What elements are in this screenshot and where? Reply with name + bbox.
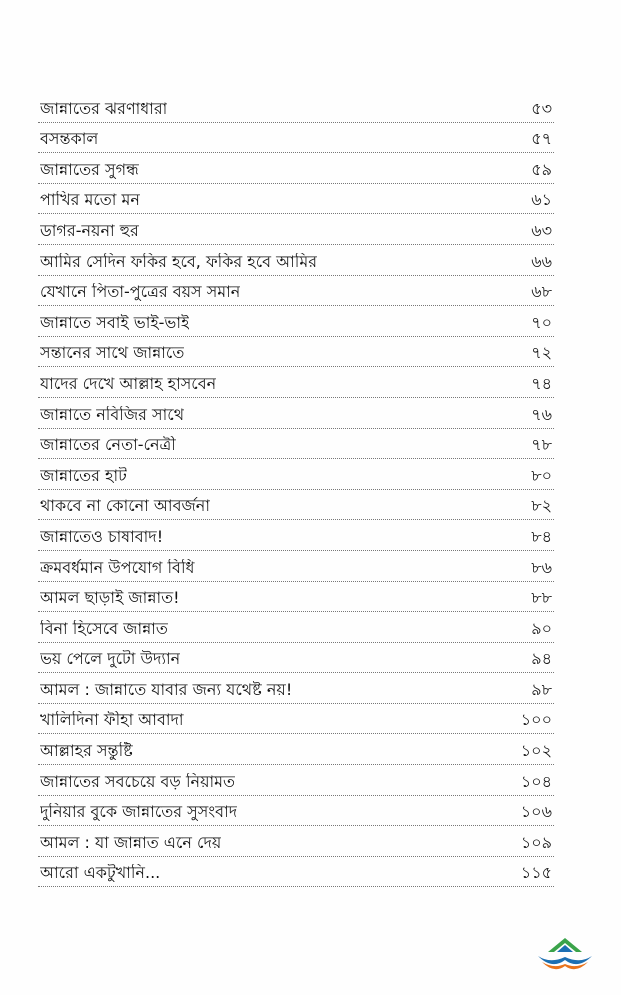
toc-entry-title: দুনিয়ার বুকে জান্নাতের সুসংবাদ xyxy=(40,803,238,822)
toc-row xyxy=(38,765,554,796)
toc-row xyxy=(38,857,554,888)
toc-entry-page-number: ৫৯ xyxy=(531,159,552,179)
toc-entry-page-number: ৯০ xyxy=(531,618,552,638)
toc-entry-page-number: ৭৬ xyxy=(531,404,552,424)
toc-row xyxy=(38,704,554,735)
toc-row xyxy=(38,643,554,674)
toc-row xyxy=(38,367,554,398)
toc-entry-title: আমল ছাড়াই জান্নাত! xyxy=(40,589,180,608)
toc-entry-page-number: ৭৪ xyxy=(531,373,552,393)
toc-entry-page-number: ৬১ xyxy=(531,190,552,210)
toc-row xyxy=(38,184,554,215)
toc-row xyxy=(38,520,554,551)
toc-entry-title: থাকবে না কোনো আবর্জনা xyxy=(40,497,210,516)
toc-entry-page-number: ৮২ xyxy=(531,496,552,516)
toc-row xyxy=(38,398,554,429)
publisher-logo-icon xyxy=(536,936,594,976)
toc-row xyxy=(38,123,554,154)
toc-row xyxy=(38,153,554,184)
toc-entry-page-number: ১০৪ xyxy=(520,771,552,791)
toc-entry-title: জান্নাতের ঝরণাধারা xyxy=(40,99,168,118)
toc-entry-title: জান্নাতে নবিজির সাথে xyxy=(40,405,185,424)
toc-entry-title: আমল : যা জান্নাত এনে দেয় xyxy=(40,833,222,852)
toc-row xyxy=(38,276,554,307)
toc-entry-title: জান্নাতের নেতা-নেত্রী xyxy=(40,436,176,455)
toc-entry-page-number: ৯৮ xyxy=(531,679,552,699)
table-of-contents xyxy=(38,92,554,887)
toc-entry-title: জান্নাতের সবচেয়ে বড় নিয়ামত xyxy=(40,772,236,791)
toc-entry-title: আরো একটুখানি... xyxy=(40,864,161,883)
toc-entry-page-number: ৫৭ xyxy=(531,129,552,149)
toc-row xyxy=(38,582,554,613)
toc-entry-page-number: ৭৮ xyxy=(531,435,552,455)
toc-row xyxy=(38,796,554,827)
toc-row xyxy=(38,490,554,521)
toc-entry-title: আল্লাহর সন্তুষ্টি xyxy=(40,742,133,761)
toc-entry-page-number: ৮৮ xyxy=(531,588,552,608)
toc-entry-page-number: ১০৬ xyxy=(520,802,552,822)
toc-entry-page-number: ৭০ xyxy=(531,312,552,332)
toc-entry-page-number: ৮০ xyxy=(531,465,552,485)
toc-entry-page-number: ৬৬ xyxy=(531,251,552,271)
toc-entry-title: ভয় পেলে দুটো উদ্যান xyxy=(40,650,181,669)
toc-entry-title: ডাগর-নয়না হুর xyxy=(40,221,139,240)
toc-row xyxy=(38,214,554,245)
toc-entry-title: আমল : জান্নাতে যাবার জন্য যথেষ্ট নয়! xyxy=(40,680,293,699)
toc-entry-title: আমির সেদিন ফকির হবে, ফকির হবে আমির xyxy=(40,252,318,271)
toc-entry-title: ক্রমবর্ধমান উপযোগ বিধি xyxy=(40,558,195,577)
toc-entry-title: পাখির মতো মন xyxy=(40,191,140,210)
toc-entry-page-number: ১১৫ xyxy=(520,863,552,883)
toc-entry-title: জান্নাতেও চাষাবাদ! xyxy=(40,527,164,546)
toc-row xyxy=(38,92,554,123)
toc-row xyxy=(38,306,554,337)
toc-entry-title: জান্নাতে সবাই ভাই-ভাই xyxy=(40,313,190,332)
toc-entry-title: বসন্তকাল xyxy=(40,130,99,149)
toc-entry-page-number: ১০২ xyxy=(520,741,552,761)
toc-entry-page-number: ৬৮ xyxy=(531,282,552,302)
toc-row xyxy=(38,429,554,460)
toc-entry-title: জান্নাতের হাট xyxy=(40,466,127,485)
toc-entry-title: সন্তানের সাথে জান্নাতে xyxy=(40,344,185,363)
toc-row xyxy=(38,612,554,643)
toc-entry-title: জান্নাতের সুগন্ধ xyxy=(40,160,139,179)
toc-row xyxy=(38,673,554,704)
toc-row xyxy=(38,245,554,276)
toc-entry-page-number: ৫৩ xyxy=(531,98,552,118)
toc-entry-title: বিনা হিসেবে জান্নাত xyxy=(40,619,168,638)
toc-entry-page-number: ৯৪ xyxy=(531,649,552,669)
toc-entry-title: যাদের দেখে আল্লাহ হাসবেন xyxy=(40,374,217,393)
toc-row xyxy=(38,459,554,490)
toc-entry-page-number: ৭২ xyxy=(531,343,552,363)
toc-row xyxy=(38,734,554,765)
toc-entry-page-number: ৮৬ xyxy=(531,557,552,577)
toc-entry-title: খালিদিনা ফীহা আবাদা xyxy=(40,711,184,730)
toc-entry-page-number: ৬৩ xyxy=(531,220,552,240)
toc-row xyxy=(38,551,554,582)
toc-row xyxy=(38,337,554,368)
toc-row xyxy=(38,826,554,857)
toc-entry-page-number: ৮৪ xyxy=(531,526,552,546)
toc-entry-title: যেখানে পিতা-পুত্রের বয়স সমান xyxy=(40,283,241,302)
toc-entry-page-number: ১০০ xyxy=(520,710,552,730)
toc-entry-page-number: ১০৯ xyxy=(520,832,552,852)
